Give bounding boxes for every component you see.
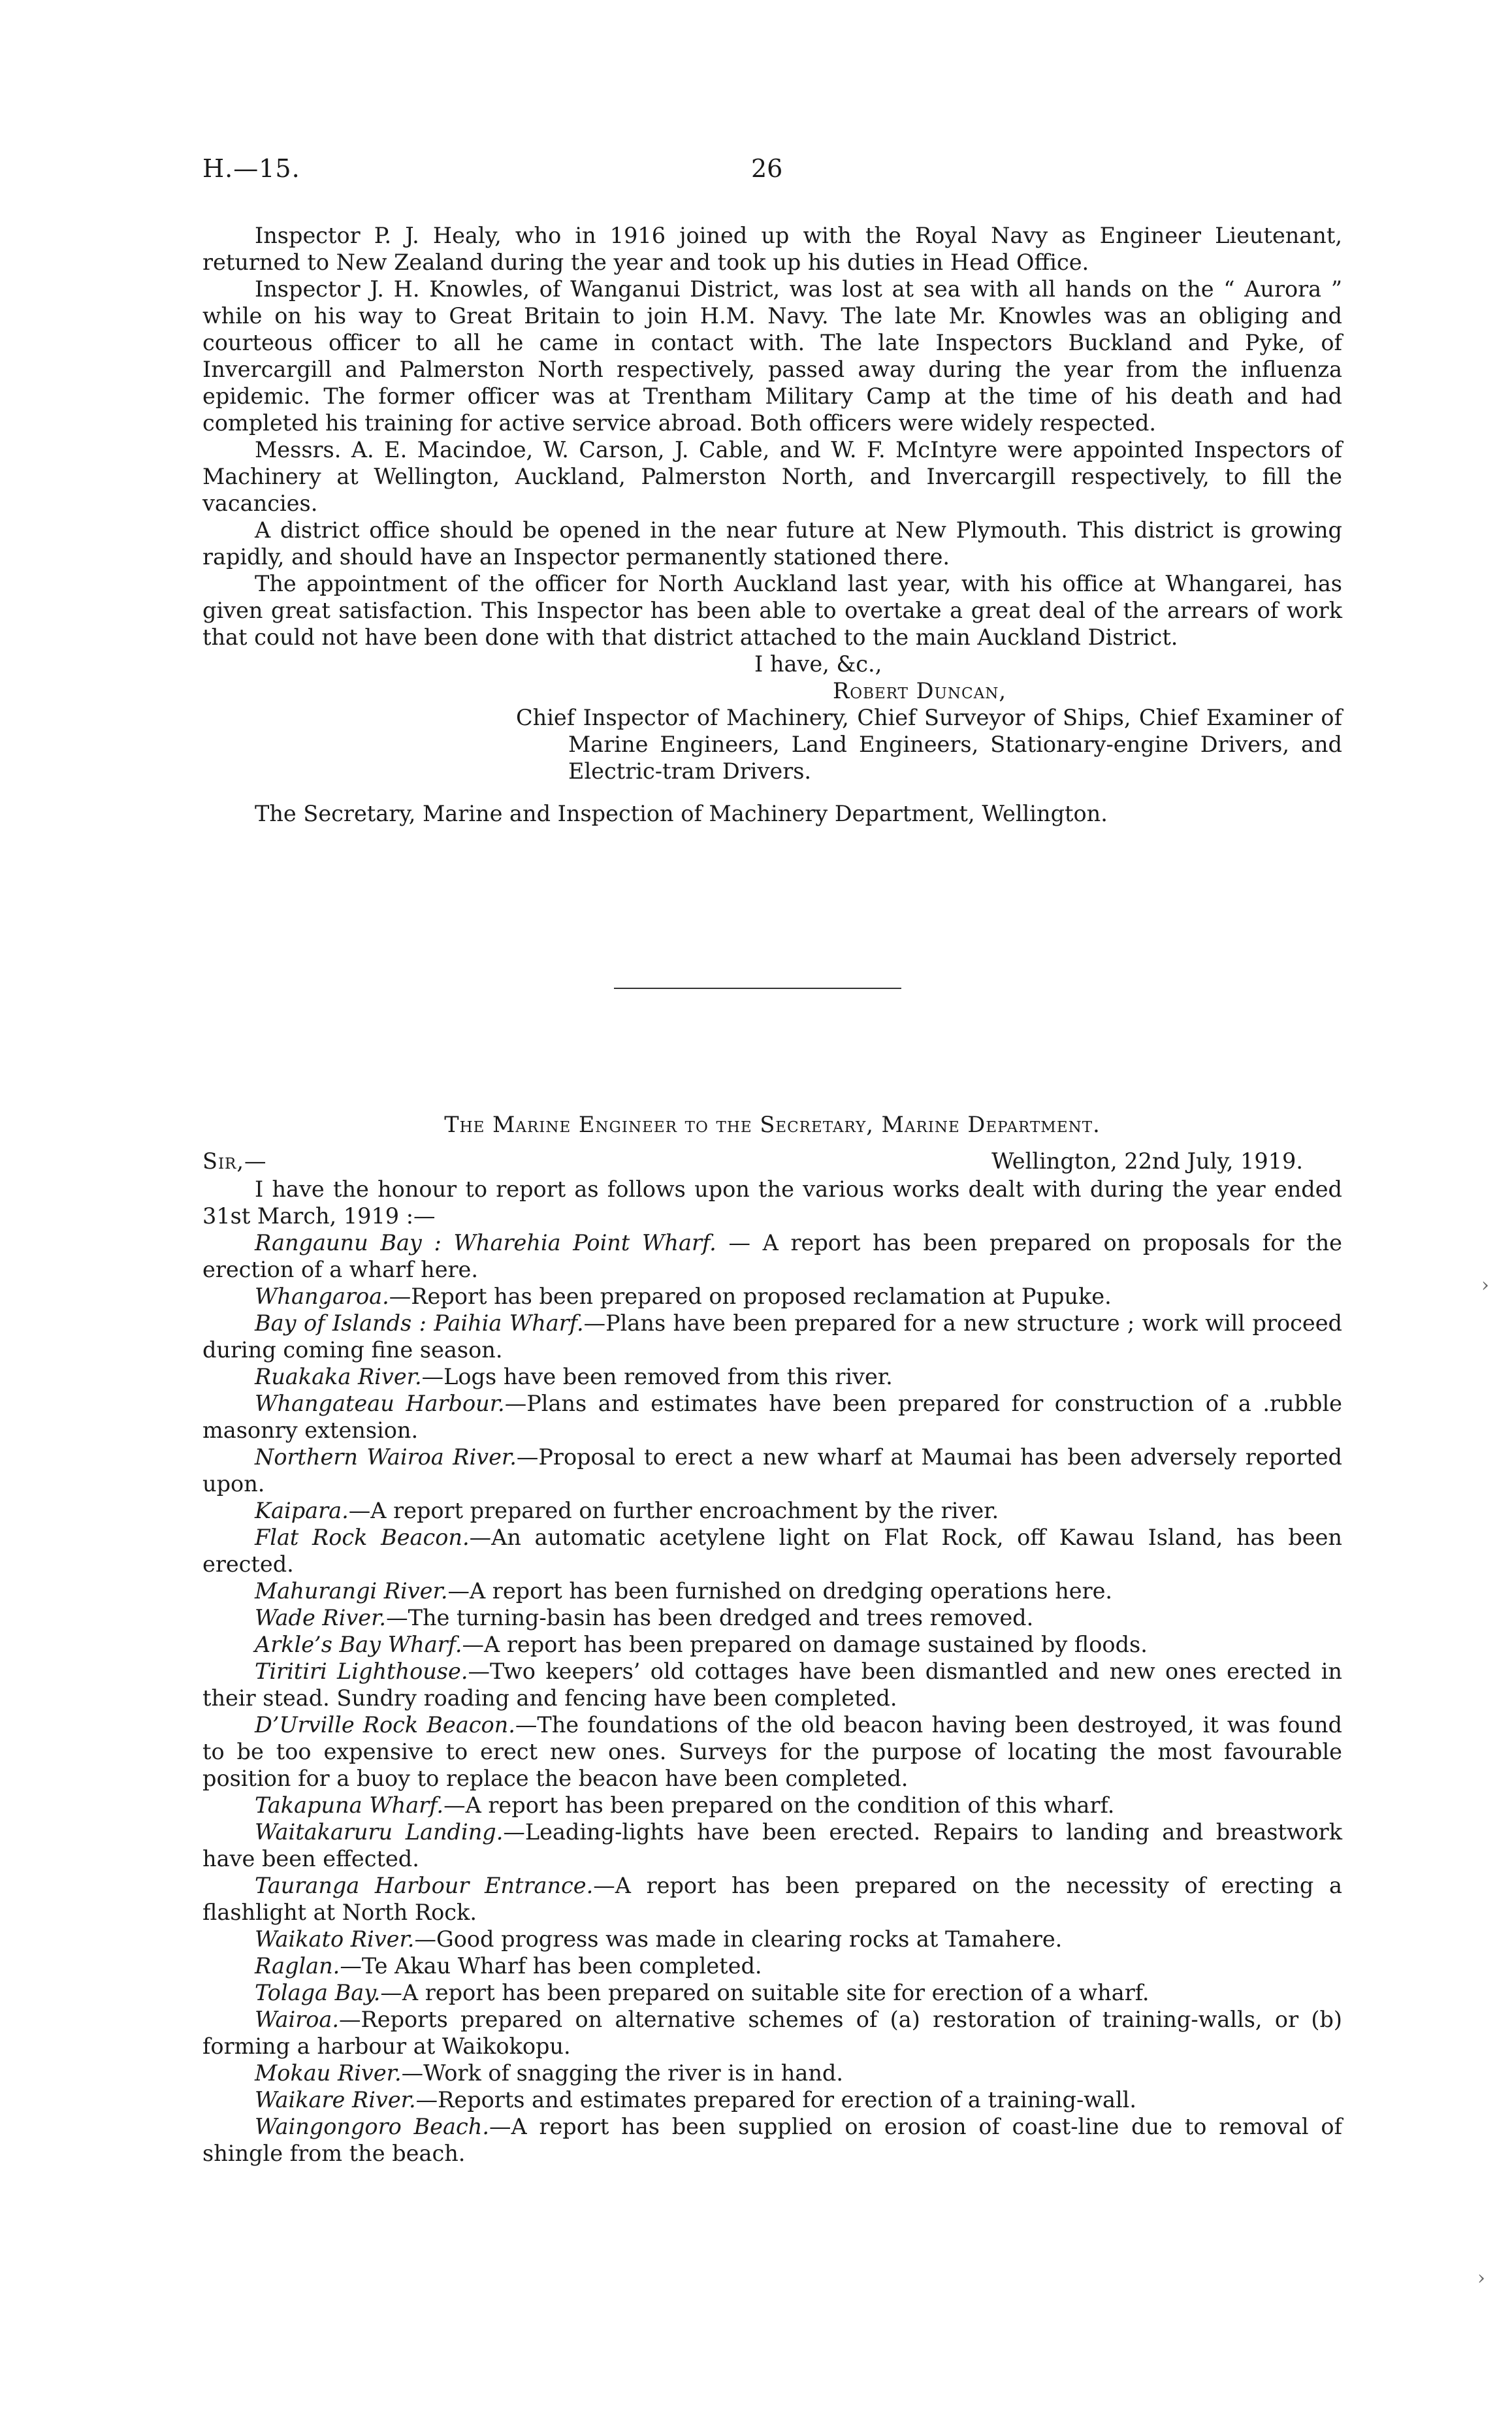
salutation: Sir,—	[202, 1148, 267, 1174]
works-item-title: Waitakaruru Landing.	[255, 1819, 504, 1845]
paragraph: Messrs. A. E. Macindoe, W. Carson, J. Cable, and W. F. McIntyre were appointed Inspectors of Machinery at Wellington, Auckland, Palmerston North, and Invercargill respectively, to fill the vacancies.	[202, 437, 1342, 516]
works-item	[202, 1363, 1342, 1390]
works-item-title: Northern Wairoa River.	[255, 1444, 517, 1470]
works-item-text: — A report has been prepared on proposals for the erection of a wharf here.	[202, 1230, 1342, 1282]
works-item-title: Bay of Islands : Paihia Wharf.	[255, 1310, 584, 1336]
works-item-title: Wade River.	[255, 1605, 387, 1630]
signature-title: Chief Inspector of Machinery, Chief Surveyor of Ships, Chief Examiner of Marine Engineers, Land Engineers, Stationary-engine Drivers, and Electric-tram Drivers.	[516, 705, 1342, 784]
closing: I have, &c.,	[754, 651, 882, 677]
works-item	[202, 2006, 1342, 2060]
page-number: 26	[751, 154, 783, 183]
works-item	[202, 1872, 1342, 1926]
section-works-report	[202, 1176, 1342, 2167]
works-item-title: Waikare River.	[255, 2087, 416, 2113]
works-item	[202, 1792, 1342, 1819]
works-item	[202, 1631, 1342, 1658]
salutation-line	[202, 1148, 1342, 1174]
works-item-text: —Work of snagging the river is in hand.	[401, 2060, 844, 2086]
works-item-title: Mahurangi River.	[255, 1578, 448, 1604]
works-item-text: —Reports and estimates prepared for erection of a training-wall.	[415, 2087, 1137, 2113]
works-item	[202, 1819, 1342, 1872]
works-item-title: Waingongoro Beach.	[255, 2114, 489, 2139]
works-item-text: —Logs have been removed from this river.	[421, 1364, 893, 1389]
paragraph: A district office should be opened in the near future at New Plymouth. This district is growing rapidly, and should have an Inspector permanently stationed there.	[202, 517, 1342, 570]
works-item	[202, 1952, 1342, 1979]
works-item-title: Tiritiri Lighthouse.	[255, 1659, 468, 1684]
works-item	[202, 1658, 1342, 1711]
works-item	[202, 1283, 1342, 1310]
works-item	[202, 1604, 1342, 1631]
works-item-title: Ruakaka River.	[255, 1364, 422, 1389]
works-item-text: —A report has been prepared on damage sustained by floods.	[462, 1632, 1148, 1657]
works-item-text: —A report has been prepared on suitable site for erection of a wharf.	[380, 1980, 1150, 2005]
works-item-text: —Te Akau Wharf has been completed.	[340, 1953, 762, 1979]
margin-mark: ›	[1481, 1274, 1489, 1297]
works-item-title: Whangateau Harbour.	[255, 1391, 505, 1416]
works-item-text: —The foundations of the old beacon having been destroyed, it was found to be too expensive to erect new ones. Surveys for the purpose of locating the most favourable position for a buoy to replace the beacon have been completed.	[202, 1712, 1342, 1791]
works-item-text: —Plans have been prepared for a new structure ; work will proceed during coming fine season.	[202, 1310, 1342, 1363]
works-list	[202, 1229, 1342, 2167]
works-item-text: —Proposal to erect a new wharf at Maumai has been adversely reported upon.	[202, 1444, 1342, 1497]
section-heading: The Marine Engineer to the Secretary, Marine Department.	[444, 1112, 1101, 1137]
page-header	[202, 154, 1349, 193]
works-item	[202, 1524, 1342, 1578]
works-item	[202, 1497, 1342, 1524]
works-item-title: Wairoa.	[255, 2007, 340, 2032]
works-item-title: D’Urville Rock Beacon.	[255, 1712, 515, 1738]
works-item	[202, 1979, 1342, 2006]
works-item-title: Arkle’s Bay Wharf.	[255, 1632, 462, 1657]
works-item-text: —Report has been prepared on proposed reclamation at Pupuke.	[389, 1284, 1112, 1309]
works-item-text: —The turning-basin has been dredged and trees removed.	[386, 1605, 1034, 1630]
works-item-title: Waikato River.	[255, 1926, 415, 1952]
works-item	[202, 1578, 1342, 1604]
section-inspectors	[202, 222, 1342, 827]
works-item-text: —Plans and estimates have been prepared for construction of a .rubble masonry extension.	[202, 1391, 1342, 1443]
works-item	[202, 2113, 1342, 2167]
works-item-title: Tauranga Harbour Entrance.	[255, 1873, 594, 1898]
works-item-text: —Leading-lights have been erected. Repairs to landing and breastwork have been effected.	[202, 1819, 1342, 1871]
works-item	[202, 1229, 1342, 1283]
works-item	[202, 1926, 1342, 1952]
works-item-text: —A report has been supplied on erosion of coast-line due to removal of shingle from the beach.	[202, 2114, 1342, 2166]
margin-mark: ›	[1477, 2267, 1485, 2290]
works-item-text: —A report prepared on further encroachment by the river.	[348, 1498, 999, 1523]
works-item-text: —Good progress was made in clearing rocks at Tamahere.	[414, 1926, 1063, 1952]
works-item-title: Mokau River.	[255, 2060, 402, 2086]
works-item-text: —A report has been prepared on the necessity of erecting a flashlight at North Rock.	[202, 1873, 1342, 1925]
works-item-title: Tolaga Bay.	[255, 1980, 381, 2005]
works-item-title: Whangaroa.	[255, 1284, 389, 1309]
works-item-text: —Two keepers’ old cottages have been dismantled and new ones erected in their stead. Sundry roading and fencing have been completed.	[202, 1659, 1342, 1711]
section-divider	[614, 988, 901, 989]
works-item	[202, 1444, 1342, 1497]
works-item	[202, 2060, 1342, 2086]
works-item-title: Kaipara.	[255, 1498, 349, 1523]
works-item-text: —Reports prepared on alternative schemes of (a) restoration of training-walls, or (b) forming a harbour at Waikokopu.	[202, 2007, 1342, 2059]
paragraph: The appointment of the officer for North Auckland last year, with his office at Whangarei, has given great satisfaction. This Inspector has been able to overtake a great deal of the arrears of work that could not have been done with that district attached to the main Auckland District.	[202, 571, 1342, 650]
works-item	[202, 1711, 1342, 1792]
works-item	[202, 1390, 1342, 1444]
report-intro: I have the honour to report as follows upon the various works dealt with during the year ended 31st March, 1919 :—	[202, 1176, 1342, 1229]
works-item-text: —An automatic acetylene light on Flat Rock, off Kawau Island, has been erected.	[202, 1525, 1342, 1577]
addressee: The Secretary, Marine and Inspection of Machinery Department, Wellington.	[255, 801, 1108, 826]
works-item-text: —A report has been prepared on the condition of this wharf.	[443, 1792, 1115, 1818]
works-item-text: —A report has been furnished on dredging operations here.	[447, 1578, 1113, 1604]
works-item-title: Rangaunu Bay : Wharehia Point Wharf.	[255, 1230, 716, 1256]
paragraph: Inspector P. J. Healy, who in 1916 joined up with the Royal Navy as Engineer Lieutenant, returned to New Zealand during the year and took up his duties in Head Office.	[202, 223, 1342, 275]
works-item	[202, 2086, 1342, 2113]
works-item-title: Takapuna Wharf.	[255, 1792, 444, 1818]
signature-name: Robert Duncan,	[833, 678, 1007, 704]
works-item-title: Flat Rock Beacon.	[255, 1525, 470, 1550]
works-item	[202, 1310, 1342, 1363]
place-date: Wellington, 22nd July, 1919.	[991, 1148, 1303, 1174]
paragraph: Inspector J. H. Knowles, of Wanganui District, was lost at sea with all hands on the “ Aurora ” while on his way to Great Britain to join H.M. Navy. The late Mr. Knowles was an obliging and courteous officer to all he came in contact with. The late Inspectors Buckland and Pyke, of Invercargill and Palmerston North respectively, passed away during the year from the influenza epidemic. The former officer was at Trentham Military Camp at the time of his death and had completed his training for active service abroad. Both officers were widely respected.	[202, 276, 1342, 436]
document-code: H.—15.	[202, 154, 300, 183]
works-item-title: Raglan.	[255, 1953, 340, 1979]
